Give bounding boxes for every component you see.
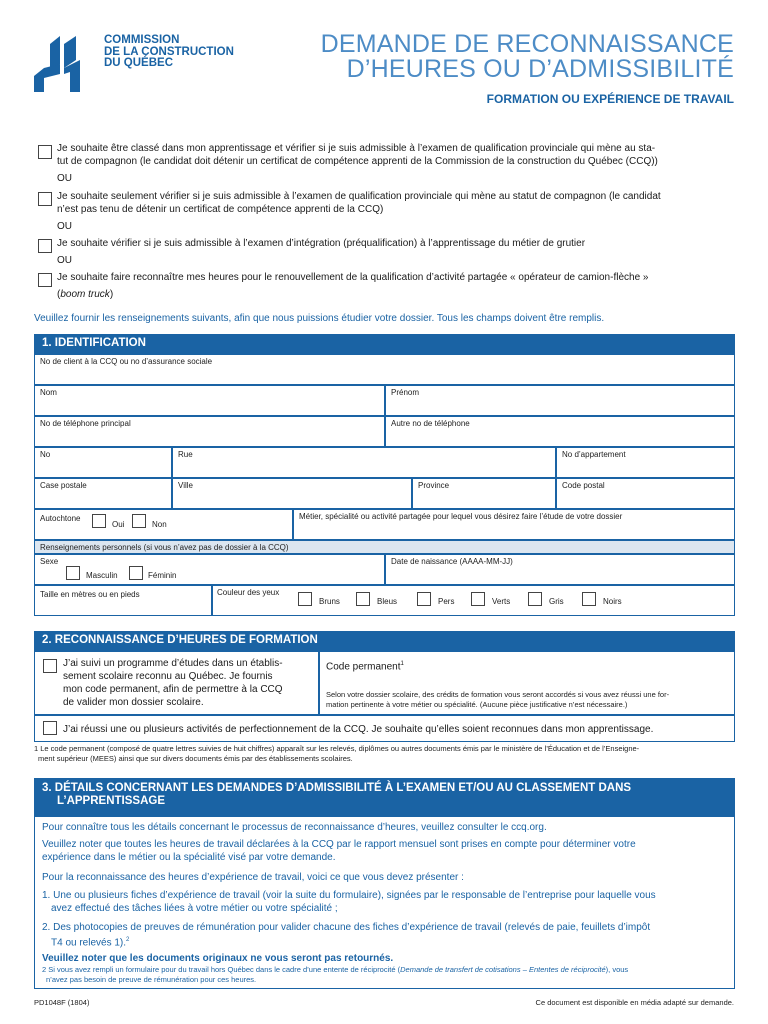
perfectionnement-checkbox[interactable] xyxy=(43,721,57,735)
height-field[interactable] xyxy=(34,585,212,616)
autochtone-group xyxy=(34,509,293,540)
code-permanent-label: Code permanent$^1$ xyxy=(326,661,404,673)
gris-label: Gris xyxy=(549,597,564,606)
option-classement-checkbox[interactable] xyxy=(38,145,52,159)
org-name: COMMISSION DE LA CONSTRUCTION DU QUÉBEC xyxy=(104,34,234,69)
programme-text-2: sement scolaire reconnu au Québec. Je fournis xyxy=(63,671,273,682)
feminin-label: Féminin xyxy=(148,571,177,580)
prenom-label: Prénom xyxy=(391,388,420,397)
ccq-logo-icon xyxy=(34,34,96,94)
autochtone-oui-checkbox[interactable] xyxy=(92,514,106,528)
option-verifier-label-2: n’est pas tenu de détenir un certificat de compétence apprenti de la CCQ) xyxy=(57,204,384,215)
eyes-bleus-checkbox[interactable] xyxy=(356,592,370,606)
programme-etudes-group xyxy=(34,651,319,715)
footnote-2: 2 Si vous avez rempli un formulaire pour du travail hors Québec dans le cadre d’une entente de réciprocité (Demande de transfert de cotisations – Ententes de réciprocité), vous n’avez pas besoin de preuve de rémunération pour ces heures. xyxy=(42,965,629,984)
section-3-list-item-1: 1. Une ou plusieurs fiches d’expérience de travail (voir la suite du formulaire), signées par le responsable de l’entreprise pour laquelle vous avez effectué des tâches liées à votre métier ou votre spécialité ; xyxy=(42,890,656,914)
postal-code-field[interactable] xyxy=(556,478,735,509)
form-code: PD1048F (1804) xyxy=(34,998,90,1007)
street-number-field[interactable] xyxy=(34,447,172,478)
intro-text: Veuillez fournir les renseignements suivants, afin que nous puissions étudier votre dossier. Tous les champs doivent être remplis. xyxy=(34,313,605,324)
personal-info-band xyxy=(34,540,735,554)
eyes-pers-checkbox[interactable] xyxy=(417,592,431,606)
section-1-header: 1. IDENTIFICATION xyxy=(34,334,735,354)
trade-label: Métier, spécialité ou activité partagée pour lequel vous désirez faire l’étude de votre dossier xyxy=(299,512,623,521)
eyes-bruns-checkbox[interactable] xyxy=(298,592,312,606)
eyes-noirs-checkbox[interactable] xyxy=(582,592,596,606)
option-boom-truck-label-2: (boom truck) xyxy=(57,289,114,300)
bruns-label: Bruns xyxy=(319,597,340,606)
personal-info-label: Renseignements personnels (si vous n’avez pas de dossier à la CCQ) xyxy=(40,543,289,552)
phone-main-field[interactable] xyxy=(34,416,385,447)
nom-label: Nom xyxy=(40,388,57,397)
phone-other-label: Autre no de téléphone xyxy=(391,419,470,428)
bleus-label: Bleus xyxy=(377,597,398,606)
or-separator: OU xyxy=(57,173,72,184)
verts-label: Verts xyxy=(492,597,511,606)
or-separator: OU xyxy=(57,221,72,232)
sexe-masculin-checkbox[interactable] xyxy=(66,566,80,580)
postal-code-label: Code postal xyxy=(562,481,605,490)
phone-main-label: No de téléphone principal xyxy=(40,419,131,428)
programme-text-3: mon code permanent, afin de permettre à la CCQ xyxy=(63,684,283,695)
or-separator: OU xyxy=(57,255,72,266)
eye-color-label: Couleur des yeux xyxy=(217,588,280,597)
sexe-group xyxy=(34,554,385,585)
client-number-label: No de client à la CCQ ou no d’assurance sociale xyxy=(40,357,213,366)
street-field[interactable] xyxy=(172,447,556,478)
programme-etudes-checkbox[interactable] xyxy=(43,659,57,673)
option-boom-truck-checkbox[interactable] xyxy=(38,273,52,287)
po-box-label: Case postale xyxy=(40,481,87,490)
province-label: Province xyxy=(418,481,450,490)
nom-field[interactable] xyxy=(34,385,385,416)
height-label: Taille en mètres ou en pieds xyxy=(40,590,140,599)
code-permanent-note: Selon votre dossier scolaire, des crédits de formation vous seront accordés si vous avez réussi une for- mation pertinente à votre métier ou spécialité. (Aucune pièce justificative n’est nécessaire.) xyxy=(326,690,670,709)
perfectionnement-label: J’ai réussi une ou plusieurs activités de perfectionnement de la CCQ. Je souhaite qu’elles soient reconnues dans mon apprentissage. xyxy=(63,724,654,735)
apartment-field[interactable] xyxy=(556,447,735,478)
birthdate-label: Date de naissance (AAAA-MM-JJ) xyxy=(391,557,513,566)
masculin-label: Masculin xyxy=(86,571,118,580)
section-3-paragraph-2: Veuillez noter que toutes les heures de travail déclarées à la CCQ par le rapport mensuel sont prises en compte pour déterminer votre expérience dans le métier ou la spécialité visé par votre demande. xyxy=(42,839,636,863)
programme-text-4: de valider mon dossier scolaire. xyxy=(63,697,204,708)
option-classement-label: Je souhaite être classé dans mon apprentissage et vérifier si je suis admissible à l’examen de qualification provinciale qui mène au sta- xyxy=(57,143,656,154)
apartment-label: No d’appartement xyxy=(562,450,626,459)
client-number-field[interactable] xyxy=(34,354,735,385)
eye-color-group xyxy=(212,585,735,616)
option-grutier-checkbox[interactable] xyxy=(38,239,52,253)
eyes-verts-checkbox[interactable] xyxy=(471,592,485,606)
autochtone-non-checkbox[interactable] xyxy=(132,514,146,528)
footnote-1: 1 Le code permanent (composé de quatre lettres suivies de huit chiffres) apparaît sur les relevés, diplômes ou autres documents émis par le ministère de l’Éducation et de l’Enseigne- ment supérieur (MEES) ainsi que sur divers documents émis par des établissements scolaires. xyxy=(34,744,640,763)
pers-label: Pers xyxy=(438,597,455,606)
trade-field[interactable] xyxy=(293,509,735,540)
code-permanent-field[interactable] xyxy=(319,651,735,715)
province-field[interactable] xyxy=(412,478,556,509)
option-verifier-checkbox[interactable] xyxy=(38,192,52,206)
perfectionnement-group xyxy=(34,715,735,742)
street-number-label: No xyxy=(40,450,51,459)
section-2-header: 2. RECONNAISSANCE D’HEURES DE FORMATION xyxy=(34,631,735,651)
phone-other-field[interactable] xyxy=(385,416,735,447)
po-box-field[interactable] xyxy=(34,478,172,509)
section-3-paragraph-3: Pour la reconnaissance des heures d’expérience de travail, voici ce que vous devez présenter : xyxy=(42,872,464,883)
section-3-paragraph-1: Pour connaître tous les détails concernant le processus de reconnaissance d’heures, veuillez consulter le ccq.org. xyxy=(42,822,547,833)
street-label: Rue xyxy=(178,450,193,459)
section-3-list-item-2: 2. Des photocopies de preuves de rémunération pour valider chacune des fiches d’expérience de travail (relevés de paie, feuillets d’impôt T4 ou relevés 1).$^2$ xyxy=(42,922,651,949)
option-grutier-label: Je souhaite vérifier si je suis admissible à l’examen d’intégration (préqualification) à l’apprentissage du métier de grutier xyxy=(57,238,586,249)
noirs-label: Noirs xyxy=(603,597,622,606)
option-boom-truck-label: Je souhaite faire reconnaître mes heures pour le renouvellement de la qualification d’activité partagée « opérateur de camion-flèche » xyxy=(57,272,649,283)
programme-text-1: J’ai suivi un programme d’études dans un établis- xyxy=(63,658,283,669)
eyes-gris-checkbox[interactable] xyxy=(528,592,542,606)
option-verifier-label: Je souhaite seulement vérifier si je suis admissible à l’examen de qualification provinciale qui mène au statut de compagnon (le candidat xyxy=(57,191,661,202)
autochtone-label: Autochtone xyxy=(40,514,81,523)
section-3-bold-note: Veuillez noter que les documents originaux ne vous seront pas retournés. xyxy=(42,953,394,964)
section-3-header: 3. DÉTAILS CONCERNANT LES DEMANDES D’ADMISSIBILITÉ À L’EXAMEN ET/OU AU CLASSEMENT DANS L’APPRENTISSAGE xyxy=(34,778,735,816)
city-field[interactable] xyxy=(172,478,412,509)
sexe-label: Sexe xyxy=(40,557,59,566)
non-label: Non xyxy=(152,520,167,529)
prenom-field[interactable] xyxy=(385,385,735,416)
birthdate-field[interactable] xyxy=(385,554,735,585)
media-note: Ce document est disponible en média adapté sur demande. xyxy=(535,998,734,1007)
option-classement-label-2: tut de compagnon (le candidat doit détenir un certificat de compétence apprenti de la Commission de la construction du Québec (CCQ)) xyxy=(57,156,658,167)
city-label: Ville xyxy=(178,481,193,490)
form-subtitle: FORMATION OU EXPÉRIENCE DE TRAVAIL xyxy=(486,92,734,106)
oui-label: Oui xyxy=(112,520,125,529)
form-title: DEMANDE DE RECONNAISSANCE D’HEURES OU D’ADMISSIBILITÉ xyxy=(320,30,734,83)
sexe-feminin-checkbox[interactable] xyxy=(129,566,143,580)
